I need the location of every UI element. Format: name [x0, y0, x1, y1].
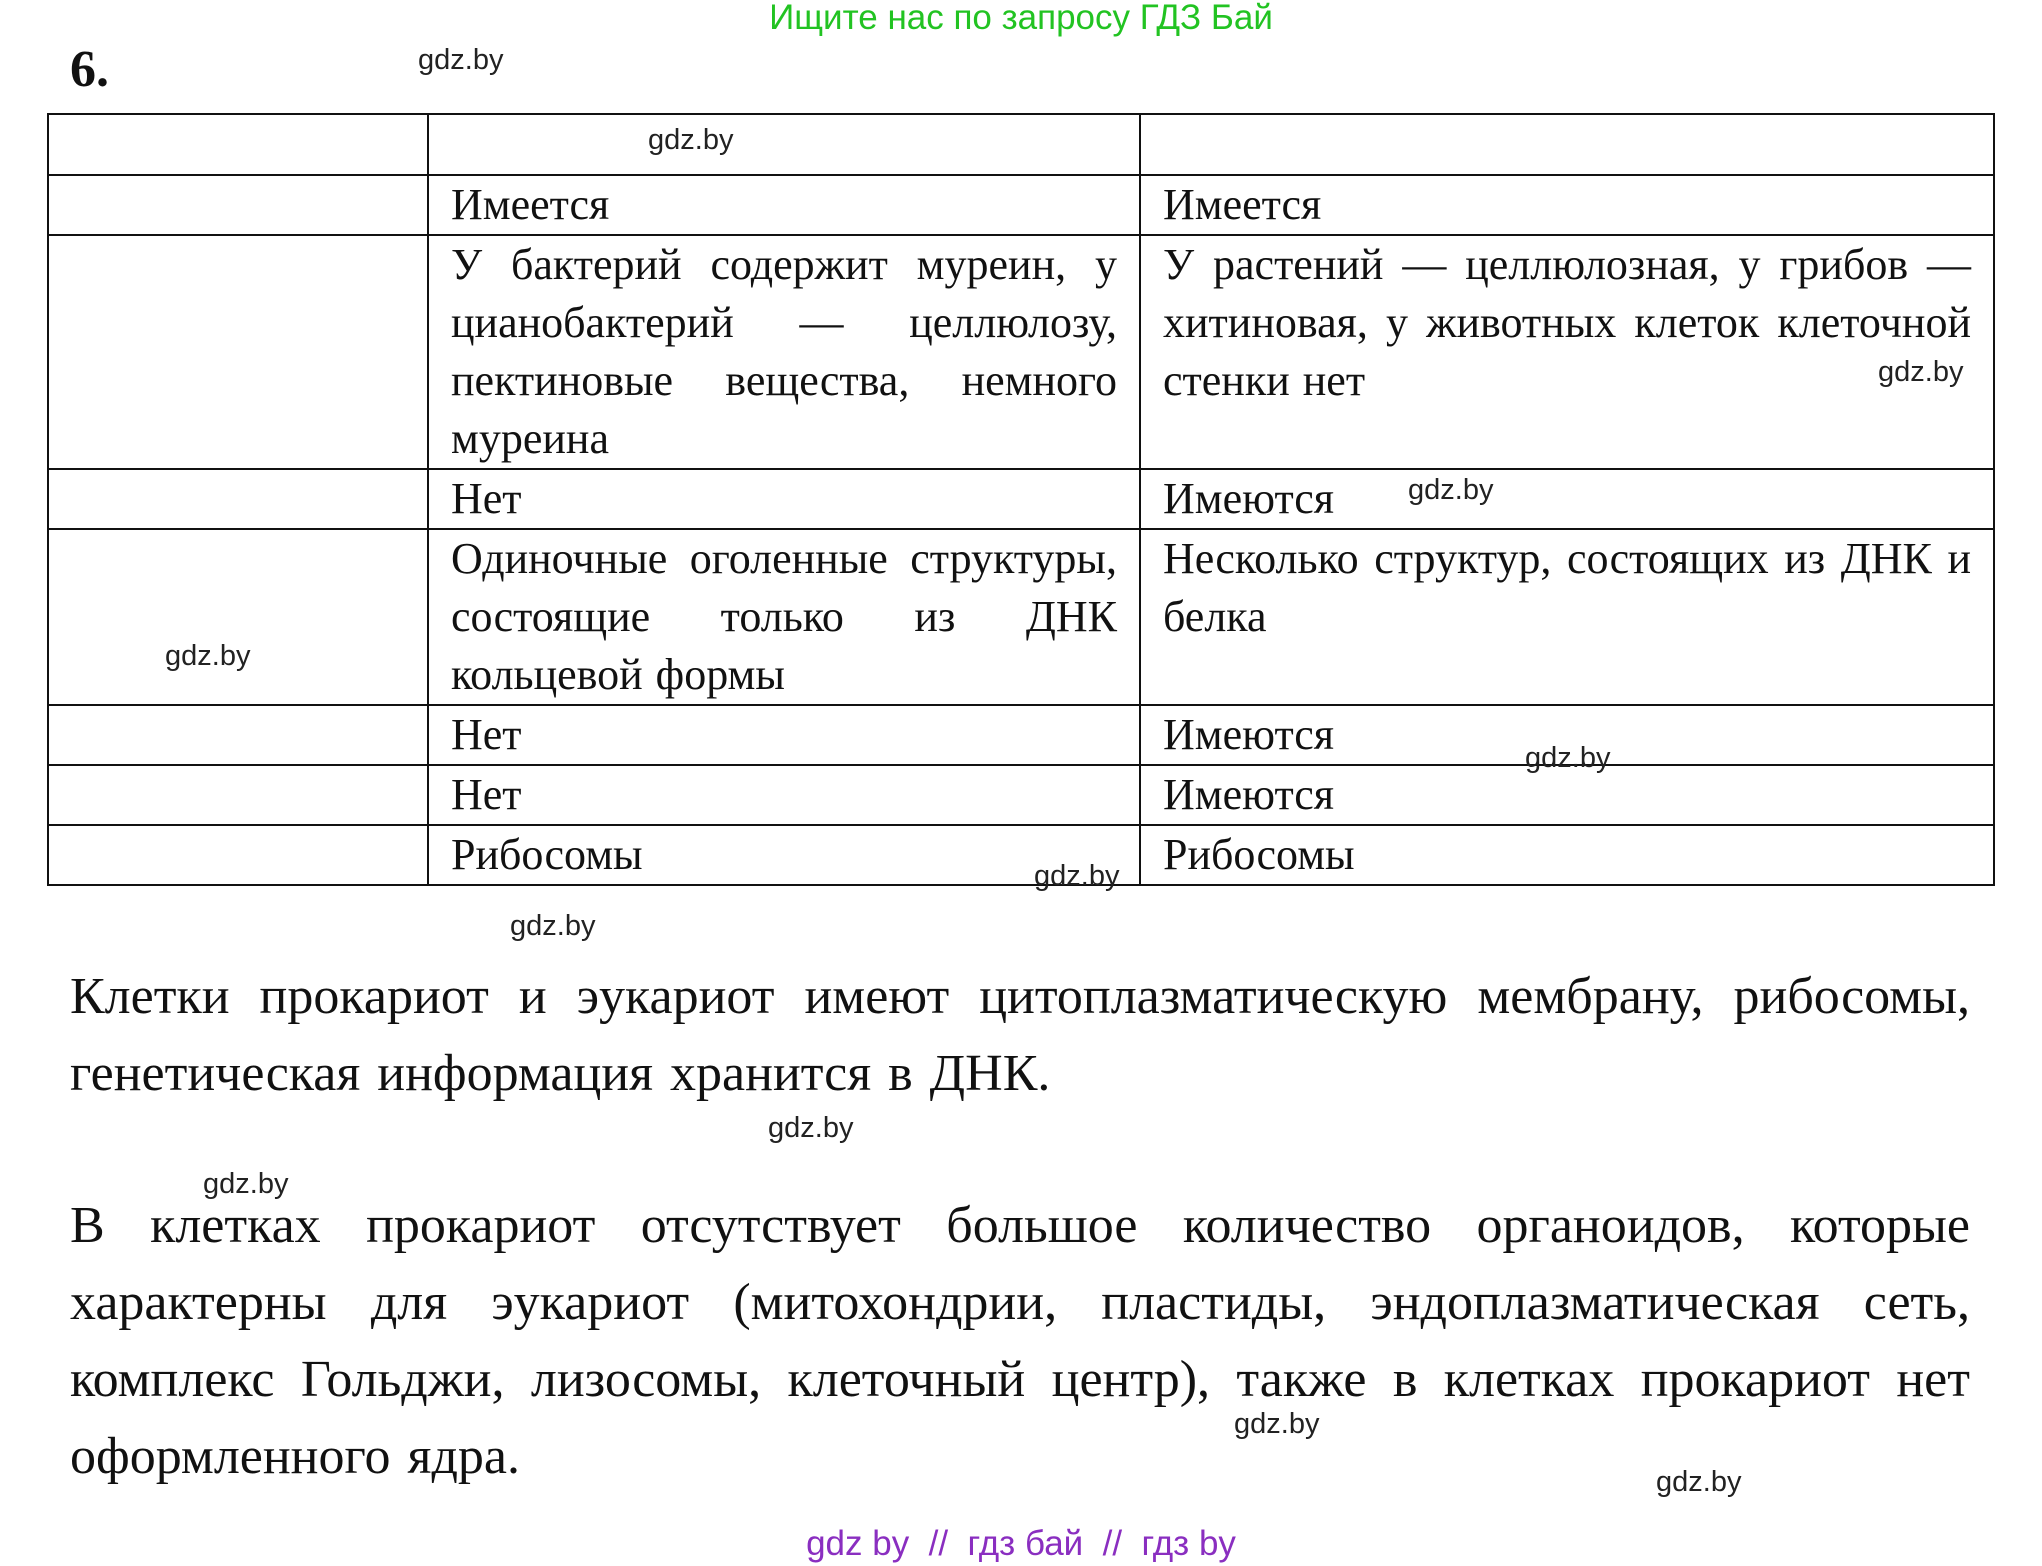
table-cell: Имеются — [1140, 705, 1994, 765]
table-row — [48, 765, 1994, 825]
table-cell: Имеются — [1140, 765, 1994, 825]
table-cell: Одиночные оголенные структуры, состоящие только из ДНК кольцевой формы — [428, 529, 1140, 705]
watermark: gdz.by — [1234, 1408, 1320, 1440]
table-cell: Имеется — [428, 175, 1140, 235]
top-banner: Ищите нас по запросу ГДЗ Бай — [769, 0, 1273, 37]
answer-paragraph-2: В клетках прокариот отсутствует большое количество органоидов, которые характерны для эукариот (митохондрии, пластиды, эндоплазматическая сеть, комплекс Гольджи, лизосомы, клеточный центр), также в клетках прокариот нет оформленного ядра. — [70, 1197, 1970, 1485]
watermark: gdz.by — [648, 124, 734, 156]
table-cell — [48, 235, 428, 469]
watermark: gdz.by — [768, 1112, 854, 1144]
table-header-row — [48, 114, 1994, 175]
table-cell — [48, 469, 428, 529]
table-cell — [48, 825, 428, 885]
table-cell: Имеются — [1140, 469, 1994, 529]
task-number: 6. — [70, 41, 109, 98]
watermark: gdz.by — [1656, 1466, 1742, 1498]
table-cell — [428, 114, 1140, 175]
table-cell — [1140, 114, 1994, 175]
table-cell — [48, 765, 428, 825]
watermark: gdz.by — [1878, 356, 1964, 388]
table-cell — [48, 529, 428, 705]
watermark: gdz.by — [203, 1168, 289, 1200]
table-cell: Нет — [428, 765, 1140, 825]
table-cell: Несколько структур, состоящих из ДНК и белка — [1140, 529, 1994, 705]
table-row — [48, 825, 1994, 885]
table-row — [48, 705, 1994, 765]
watermark: gdz.by — [1034, 860, 1120, 892]
footer-watermark: gdz by // гдз бай // гдз by — [806, 1524, 1236, 1563]
table-cell: Рибосомы — [428, 825, 1140, 885]
answer-paragraph-1: Клетки прокариот и эукариот имеют цитоплазматическую мембрану, рибосомы, генетическая информация хранится в ДНК. — [70, 968, 1970, 1102]
table-cell — [48, 705, 428, 765]
watermark: gdz.by — [1408, 474, 1494, 506]
table-cell: Рибосомы — [1140, 825, 1994, 885]
table-cell — [48, 114, 428, 175]
table-row — [48, 235, 1994, 469]
watermark: gdz.by — [418, 44, 504, 76]
table-cell: Имеется — [1140, 175, 1994, 235]
table-cell: Нет — [428, 705, 1140, 765]
table-row — [48, 529, 1994, 705]
table-row — [48, 175, 1994, 235]
table-cell — [48, 175, 428, 235]
table-cell: У бактерий содержит муреин, у цианобактерий — целлюлозу, пектиновые вещества, немного муреина — [428, 235, 1140, 469]
watermark: gdz.by — [165, 640, 251, 672]
table-cell: У растений — целлюлозная, у грибов — хитиновая, у животных клеток клеточной стенки нет — [1140, 235, 1994, 469]
watermark: gdz.by — [510, 910, 596, 942]
watermark: gdz.by — [1525, 742, 1611, 774]
comparison-table — [47, 113, 1995, 886]
table-cell: Нет — [428, 469, 1140, 529]
table-row — [48, 469, 1994, 529]
